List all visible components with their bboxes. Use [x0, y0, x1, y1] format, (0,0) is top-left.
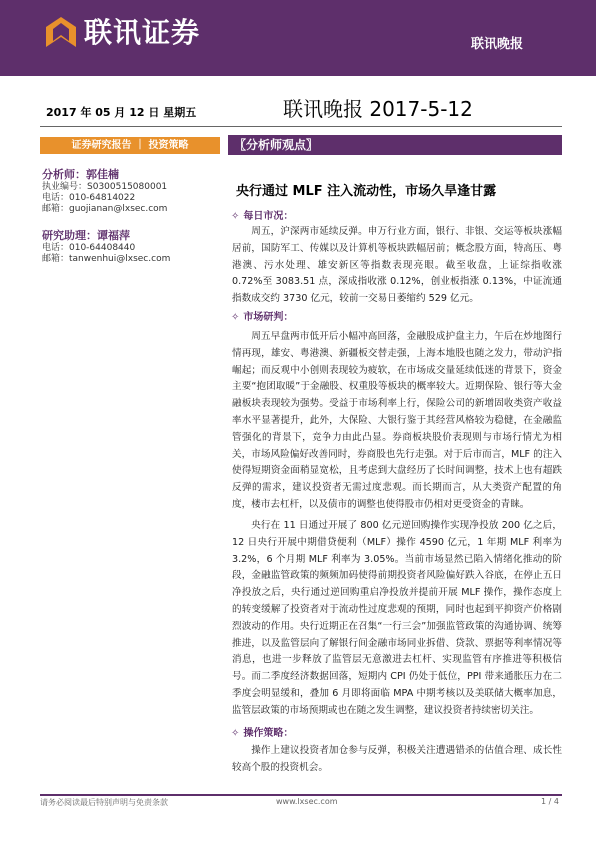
section-label: 市场研判： [243, 312, 294, 323]
assistant-phone: 电话：010-64408440 [42, 243, 136, 253]
category-bar: 证券研究报告 ｜ 投资策略 [40, 137, 220, 154]
section-heading-strategy [231, 724, 293, 739]
section-label: 每日市况： [243, 211, 294, 222]
analyst-license: 执业编号：S0300515080001 [42, 182, 168, 192]
banner-tag: 联讯晚报 [471, 37, 524, 52]
analyst-phone: 电话：010-64814022 [42, 193, 136, 203]
article-headline: 央行通过 MLF 注入流动性，市场久旱逢甘露 [236, 184, 497, 199]
section-heading-analysis [231, 308, 293, 323]
assistant-email[interactable]: 邮箱：tanwenhui@lxsec.com [42, 254, 171, 264]
assistant-heading [42, 229, 222, 243]
section-label: 操作策略： [243, 728, 294, 739]
assistant-name: 谭福萍 [97, 229, 130, 242]
report-title: 联讯晚报 2017-5-12 [283, 97, 473, 121]
footer-website[interactable]: www.lxsec.com [276, 797, 338, 806]
diamond-bullet-icon: ✧ [231, 211, 240, 222]
footer-disclaimer: 请务必阅读最后特别声明与免责条款 [40, 798, 168, 807]
report-date: 2017 年 05 月 12 日 星期五 [46, 106, 197, 119]
diamond-bullet-icon: ✧ [231, 728, 240, 739]
diamond-bullet-icon: ✧ [231, 312, 240, 323]
page-number: 1 / 4 [541, 797, 559, 806]
analyst-panel [42, 168, 222, 265]
logo-icon [44, 13, 78, 53]
paragraph-analysis-1: 周五早盘两市低开后小幅冲高回落，金融股成护盘主力，午后在炒地图行情再现，雄安、粤港澳、新疆板交替走强，上海本地股也随之发力，带动沪指崛起；而反观中小创则表现较为疲软，在市场成交量延续低迷的背景下，资金主要“抱团取暖”于金融股、权重股等板块的概率较大。近期保险、银行等大金融板块表现较为强势。受益于市场利率上行，保险公司的新增固收类资产收益率水平显著提升，此外，大保险、大银行鉴于其经营风格较为稳健，在金融监管强化的背景下，竞争力由此凸显。券商板块股价表现则与市场行情尤为相关，市场风险偏好改善同时，券商股也先行走强。对于后市而言，MLF 的注入使得短期资金面稍显宽松，且考虑到大盘经历了长时间调整，技术上也有超跌反弹的需求，建议投资者无需过度悲观。而长期而言，从大类资产配置的角度，楼市去杠杆，以及债市的调整也使得股市仍相对更受资金的青睐。 [232, 331, 562, 510]
analyst-role: 分析师： [42, 168, 86, 181]
analyst-heading [42, 168, 222, 182]
analyst-email[interactable]: 邮箱：guojianan@lxsec.com [42, 204, 168, 214]
assistant-role: 研究助理： [42, 229, 97, 242]
paragraph-strategy: 操作上建议投资者加仓参与反弹，积极关注遭遇错杀的估值合理、成长性较高个股的投资机会。 [232, 745, 562, 773]
analyst-name: 郭佳楠 [86, 168, 119, 181]
header-banner [0, 0, 596, 76]
brand-name: 联讯证券 [84, 16, 201, 49]
section-bar: 〖分析师观点〗 [228, 135, 562, 155]
paragraph-analysis-2: 央行在 11 日通过开展了 800 亿元逆回购操作实现净投放 200 亿之后，12 日央行开展中期借贷便利（MLF）操作 4590 亿元，1 年期 MLF 利率为 3.2%，6 个月期 MLF 利率为 3.05%。当前市场显然已陷入情绪化推动的阶段，金融监管政策的频频加码使得前期投资者风险偏好跌入谷底，在停止五日净投放之后，央行通过逆回购重启净投放并提前开展 MLF 操作，操作态度上的转变缓解了投资者对于流动性过度悲观的预期，同时也起到平抑资产价格剧烈波动的作用。央行近期正在召集“一行三会”加强监管政策的沟通协调、统筹推进，以及监管层向了解银行间金融市场同业拆借、贷款、票据等利率情况等消息，也进一步释放了监管层无意激进去杠杆、实现监管有序推进等积极信号。而二季度经济数据回落，短期内 CPI 仍处于低位，PPI 带来通胀压力在二季度会明显缓和，叠加 6 月即将面临 MPA 中期考核以及美联储大概率加息，监管层政策的市场预期或也在随之发生调整，建议投资者持续密切关注。 [232, 520, 562, 716]
title-divider [40, 126, 562, 127]
section-heading-market [231, 207, 293, 222]
paragraph-market: 周五，沪深两市延续反弹。申万行业方面，银行、非银、交运等板块涨幅居前，国防军工、传媒以及计算机等板块跌幅居前；概念股方面，特高压、粤港澳、污水处理、雄安新区等指数表现亮眼。截至收盘，上证综指收涨 0.72%至 3083.51 点，深成指收涨 0.12%，创业板指涨 0.13%，中证流通指数成交约 3730 亿元，较前一交易日萎缩约 529 亿元。 [232, 226, 562, 305]
footer-divider [40, 794, 562, 796]
